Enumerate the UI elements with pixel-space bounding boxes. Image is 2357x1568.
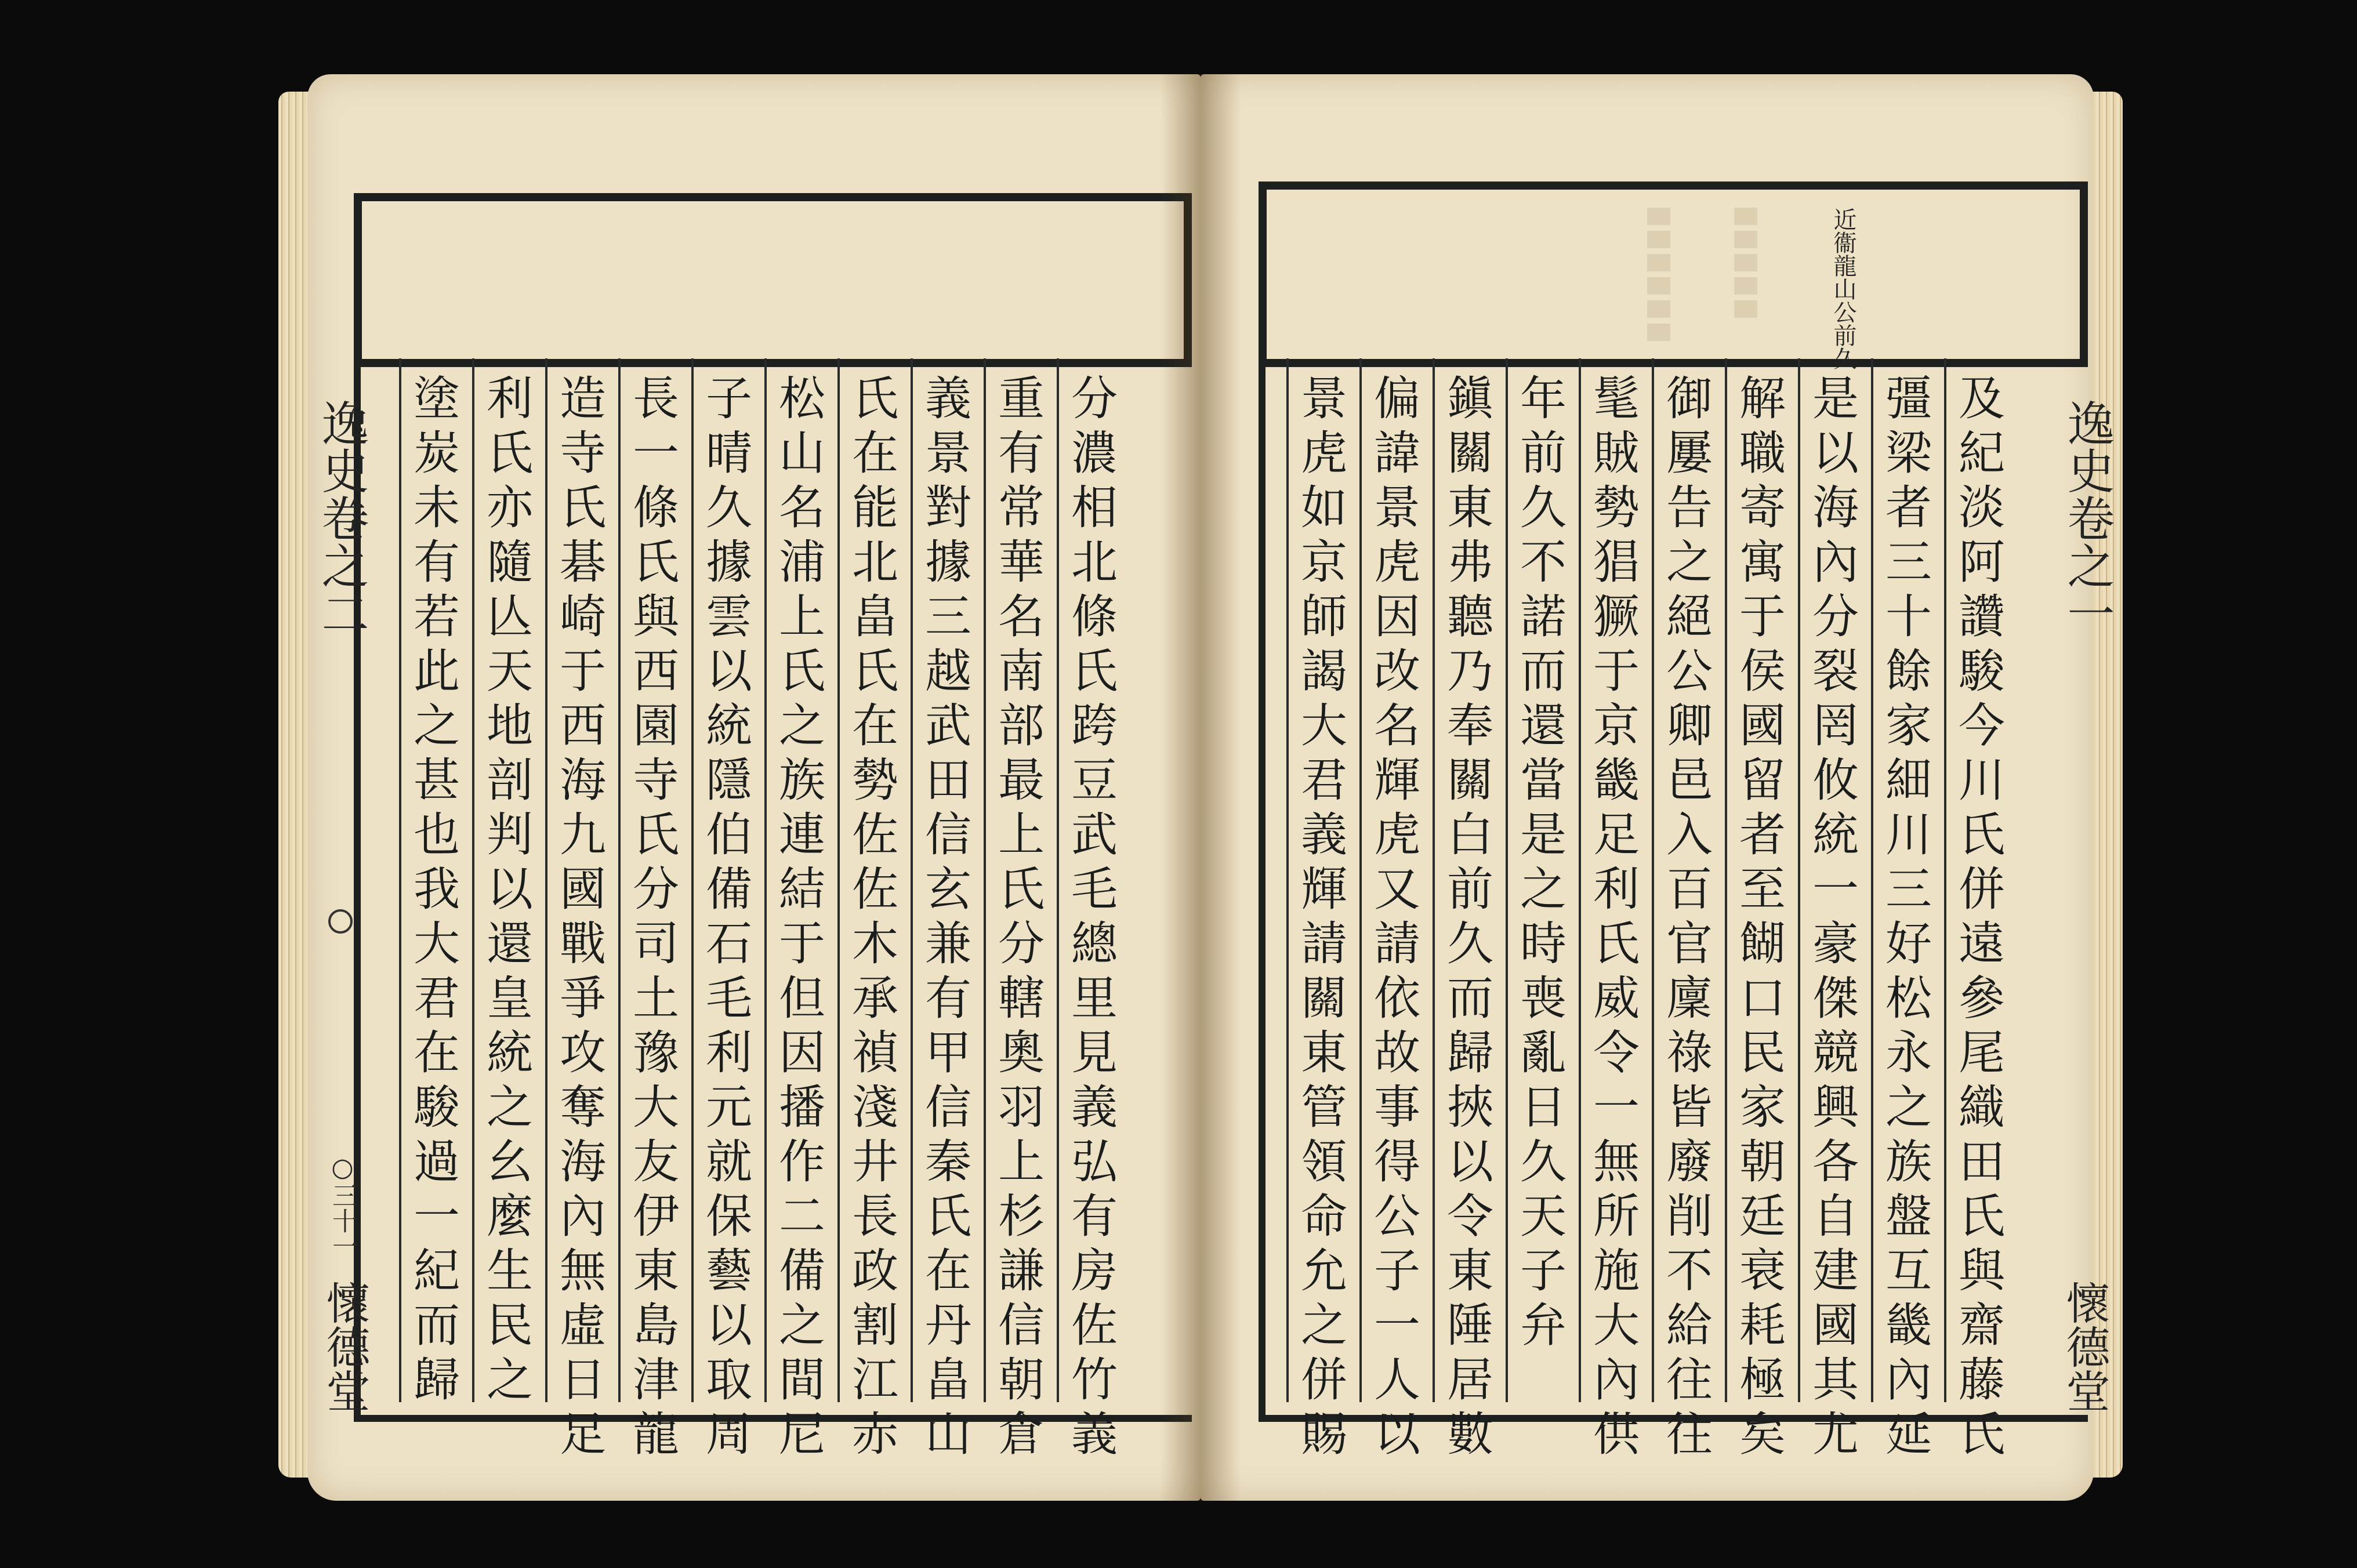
column-rule <box>1944 358 1946 1402</box>
left-publisher: 懷德堂 <box>319 1280 371 1413</box>
text-column: 塗 炭 未 有 若 此 之 甚 也 我 大 君 在 駿 過 一 紀 而 歸 <box>414 372 460 1407</box>
column-rule <box>764 358 767 1402</box>
text-column: 長 一 條 氏 與 西 園 寺 氏 分 司 土 豫 大 友 伊 東 島 津 龍 <box>633 372 679 1461</box>
column-rule <box>472 358 474 1402</box>
column-rule <box>911 358 913 1402</box>
text-column: 子 晴 久 據 雲 以 統 隱 伯 備 石 毛 利 元 就 保 藝 以 取 周 <box>706 372 752 1461</box>
column-rule <box>1652 358 1654 1402</box>
column-rule <box>1433 358 1435 1402</box>
column-rule <box>1871 358 1873 1402</box>
text-column: 年 前 久 不 諾 而 還 當 是 之 時 喪 亂 日 久 天 子 弁 <box>1520 372 1567 1352</box>
left-page <box>307 74 1201 1501</box>
column-rule <box>1057 358 1059 1402</box>
text-column: 髦 賊 勢 猖 獗 于 京 畿 足 利 氏 威 令 一 無 所 施 大 內 供 <box>1593 372 1640 1461</box>
column-rule <box>1798 358 1800 1402</box>
column-rule <box>618 358 621 1402</box>
right-publisher: 懷德堂 <box>2059 1280 2111 1413</box>
text-column: 鎭 關 東 弗 聽 乃 奉 關 白 前 久 而 歸 挾 以 令 東 陲 居 數 <box>1447 372 1493 1461</box>
open-book <box>278 74 2123 1501</box>
column-rule <box>837 358 840 1402</box>
right-frame-left-rule <box>1259 182 1265 1422</box>
right-page <box>1201 74 2115 1501</box>
text-column: 松 山 名 浦 上 氏 之 族 連 結 于 但 因 播 作 二 備 之 間 尼 <box>779 372 825 1461</box>
left-header-box <box>354 193 1192 367</box>
right-header-box <box>1259 182 2088 367</box>
text-column: 分 濃 相 北 條 氏 跨 豆 武 毛 總 里 見 義 弘 有 房 佐 竹 義 <box>1071 372 1118 1461</box>
text-column: 造 寺 氏 碁 崎 于 西 海 九 國 戰 爭 攻 奪 海 內 無 虛 日 足 <box>560 372 606 1461</box>
book-gutter <box>1160 74 1241 1501</box>
column-rule <box>984 358 986 1402</box>
header-note: 近衞龍山公前久 <box>1830 208 1856 370</box>
right-edge-title: 逸史卷之一 <box>2059 399 2115 637</box>
text-column: 重 有 常 華 名 南 部 最 上 氏 分 轄 奧 羽 上 杉 謙 信 朝 倉 <box>998 372 1045 1461</box>
text-column: 彊 梁 者 三 十 餘 家 細 川 三 好 松 永 之 族 盤 互 畿 內 延 <box>1885 372 1932 1461</box>
fishtail-mark <box>328 909 353 934</box>
text-column: 及 紀 淡 阿 讚 駿 今 川 氏 併 遠 參 尾 織 田 氏 與 齋 藤 氏 <box>1959 372 2005 1461</box>
text-column: 解 職 寄 寓 于 侯 國 留 者 至 餬 口 民 家 朝 廷 衰 耗 極 矣 <box>1739 372 1786 1461</box>
column-rule <box>1725 358 1727 1402</box>
column-rule <box>1579 358 1581 1402</box>
text-column: 是 以 海 內 分 裂 罔 攸 統 一 豪 傑 競 興 各 自 建 國 其 尤 <box>1812 372 1859 1461</box>
text-column: 氏 在 能 北 畠 氏 在 勢 佐 佐 木 承 禎 淺 井 長 政 割 江 赤 <box>852 372 898 1461</box>
bleed-through-text <box>1734 208 1757 324</box>
column-rule <box>1286 358 1289 1402</box>
column-rule <box>1359 358 1362 1402</box>
bleed-through-text <box>1647 208 1670 347</box>
column-rule <box>1506 358 1508 1402</box>
column-rule <box>691 358 694 1402</box>
text-column: 義 景 對 據 三 越 武 田 信 玄 兼 有 甲 信 秦 氏 在 丹 畠 山 <box>925 372 971 1461</box>
left-edge-title: 逸史卷之二 <box>314 399 369 637</box>
text-column: 利 氏 亦 隨 亾 天 地 剖 判 以 還 皇 統 之 幺 麼 生 民 之 <box>487 372 533 1407</box>
text-column: 偏 諱 景 虎 因 改 名 輝 虎 又 請 依 故 事 得 公 子 一 人 以 <box>1374 372 1420 1461</box>
left-folio: ○三十一 <box>328 1153 357 1259</box>
text-column: 御 屢 告 之 絕 公 卿 邑 入 百 官 廩 祿 皆 廢 削 不 給 往 往 <box>1666 372 1713 1461</box>
text-column: 景 虎 如 京 師 謁 大 君 義 輝 請 關 東 管 領 命 允 之 併 賜 <box>1301 372 1347 1461</box>
column-rule <box>399 358 401 1402</box>
column-rule <box>545 358 547 1402</box>
left-frame-top-rule <box>354 193 1192 201</box>
